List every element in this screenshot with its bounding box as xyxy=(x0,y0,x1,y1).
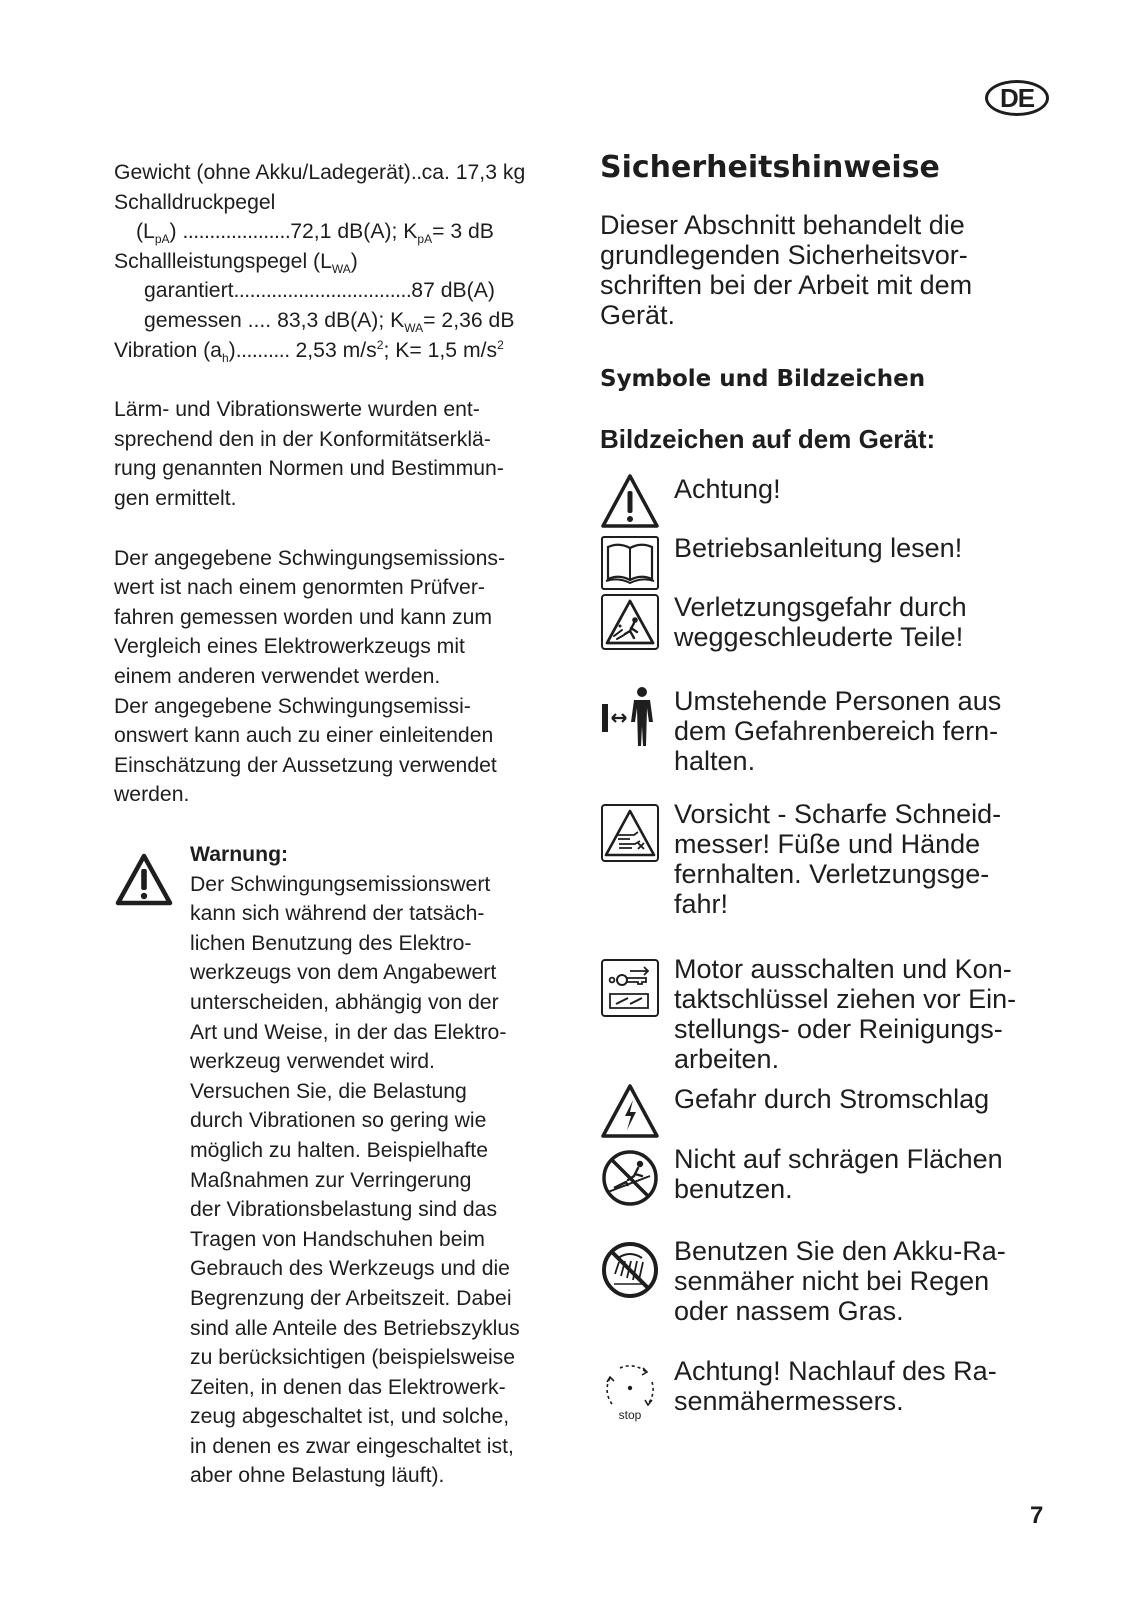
weight-row xyxy=(114,158,570,188)
warning-line: durch Vibrationen so gering wie xyxy=(190,1109,487,1133)
kpa-subscript: pA xyxy=(417,232,433,247)
text-line: Der angegebene Schwingungsemissi- xyxy=(114,694,471,718)
warning-line: zu berücksichtigen (beispielsweise xyxy=(190,1346,516,1370)
noise-paragraph xyxy=(114,395,570,513)
symbol-text xyxy=(674,686,1074,776)
text-line: dem Gefahrenbereich fern- xyxy=(674,716,999,746)
keep-distance-person-icon xyxy=(600,682,660,748)
text-line: Gefahr durch Stromschlag xyxy=(674,1084,990,1114)
lpa-symbol: (L xyxy=(136,220,155,244)
kpa-value: = 3 dB xyxy=(432,220,494,244)
text-line: stellungs- oder Reinigungs- xyxy=(674,1014,1003,1044)
warning-line: Begrenzung der Arbeitszeit. Dabei xyxy=(190,1286,512,1310)
lwa-subscript: WA xyxy=(331,261,351,276)
text-line: taktschlüssel ziehen vor Ein- xyxy=(674,984,1017,1014)
lpa-close: ) xyxy=(169,220,177,244)
lpa-dots: .................... xyxy=(182,220,291,244)
technical-data-column xyxy=(114,158,570,810)
warning-line: aber ohne Belastung läuft). xyxy=(190,1464,445,1488)
symbol-text xyxy=(674,954,1074,1074)
no-slope-icon xyxy=(600,1148,660,1208)
warning-line: unterscheiden, abhängig von der xyxy=(190,990,499,1014)
warning-text xyxy=(190,840,574,1491)
text-line: werden. xyxy=(114,783,190,807)
warning-title: Warnung: xyxy=(190,843,289,866)
text-line: fahren gemessen worden und kann zum xyxy=(114,605,493,629)
device-symbols-heading: Bildzeichen auf dem Gerät: xyxy=(600,424,936,454)
text-line: benutzen. xyxy=(674,1174,793,1204)
warning-line: in denen es zwar eingeschaltet ist, xyxy=(190,1434,514,1458)
warning-line: kann sich während der tatsäch- xyxy=(190,902,485,926)
text-line: rung genannten Normen und Bestimmun- xyxy=(114,457,504,481)
guaranteed-dots: ................................. xyxy=(233,279,412,303)
text-line: Benutzen Sie den Akku-Ra- xyxy=(674,1236,1006,1266)
vibration-value: 2,53 m/s xyxy=(295,338,377,362)
text-line: arbeiten. xyxy=(674,1044,780,1074)
text-line: Vergleich eines Elektrowerkzeugs mit xyxy=(114,635,465,659)
exposure-paragraph xyxy=(114,692,570,810)
measured-value: 83,3 dB(A); K xyxy=(277,308,405,332)
text-line: halten. xyxy=(674,746,756,776)
text-line: Achtung! xyxy=(674,474,781,504)
electric-shock-icon xyxy=(600,1080,660,1140)
vibration-close: ) xyxy=(228,338,236,362)
vibration-k: ; K= 1,5 m/s xyxy=(383,338,498,362)
sound-pressure-label: Schalldruckpegel xyxy=(114,190,276,214)
no-rain-icon xyxy=(600,1240,660,1300)
warning-line: lichen Benutzung des Elektro- xyxy=(190,931,472,955)
weight-label: Gewicht (ohne Akku/Ladegerät) xyxy=(114,161,411,184)
text-line: Umstehende Personen aus xyxy=(674,686,1002,716)
warning-line: zeug abgeschaltet ist, und solche, xyxy=(190,1405,510,1429)
warning-triangle-icon xyxy=(114,852,174,908)
warning-triangle-icon xyxy=(600,470,660,530)
text-line: oder nassem Gras. xyxy=(674,1296,904,1326)
symbol-text xyxy=(674,533,1074,563)
vibration-row xyxy=(114,336,570,366)
warning-line: Art und Weise, in der das Elektro- xyxy=(190,1020,507,1044)
flying-debris-icon xyxy=(600,592,660,652)
guaranteed-label: garantiert xyxy=(144,279,234,303)
warning-line: werkzeugs von dem Angabewert xyxy=(190,961,497,985)
text-line: messer! Füße und Hände xyxy=(674,829,981,859)
ah-subscript: h xyxy=(221,350,229,365)
blade-rundown-icon xyxy=(600,1362,660,1422)
text-line: Gerät. xyxy=(600,300,676,330)
text-line: Vorsicht - Scharfe Schneid- xyxy=(674,799,1002,829)
text-line: Lärm- und Vibrationswerte wurden ent- xyxy=(114,398,480,422)
lpa-subscript: pA xyxy=(154,232,170,247)
vibration-paragraph xyxy=(114,544,570,692)
text-line: Betriebsanleitung lesen! xyxy=(674,533,963,563)
symbols-heading: Symbole und Bildzeichen xyxy=(600,366,926,392)
measured-label: gemessen .... xyxy=(144,308,272,332)
symbol-text xyxy=(674,1144,1074,1204)
text-line: wert ist nach einem genormten Prüfver- xyxy=(114,576,485,600)
text-line: senmäher nicht bei Regen xyxy=(674,1266,990,1296)
symbol-text xyxy=(674,474,1074,504)
vibration-sup-1: 2 xyxy=(376,337,384,352)
text-line: onswert kann auch zu einer einleitenden xyxy=(114,724,494,748)
warning-line: Tragen von Handschuhen beim xyxy=(190,1227,485,1251)
language-badge: DE xyxy=(985,80,1049,116)
warning-line: Zeiten, in denen das Elektrowerk- xyxy=(190,1375,506,1399)
text-line: sprechend den in der Konformitätserklä- xyxy=(114,427,491,451)
warning-line: möglich zu halten. Beispielhafte xyxy=(190,1138,488,1162)
warning-line: sind alle Anteile des Betriebszyklus xyxy=(190,1316,520,1340)
lpa-row xyxy=(114,217,570,247)
symbol-text xyxy=(674,1084,1074,1114)
text-line: gen ermittelt. xyxy=(114,486,237,510)
guaranteed-value: 87 dB(A) xyxy=(411,279,495,303)
warning-line: der Vibrationsbelastung sind das xyxy=(190,1198,498,1222)
text-line: Verletzungsgefahr durch xyxy=(674,592,967,622)
symbol-text xyxy=(674,592,1074,652)
safety-intro xyxy=(600,210,1060,330)
text-line: schriften bei der Arbeit mit dem xyxy=(600,270,973,300)
lwa-close: ) xyxy=(350,249,358,273)
kwa-value: = 2,36 dB xyxy=(423,308,515,332)
open-book-icon xyxy=(600,533,660,593)
warning-line: Versuchen Sie, die Belastung xyxy=(190,1079,467,1103)
text-line: fernhalten. Verletzungsge- xyxy=(674,859,990,889)
warning-line: Gebrauch des Werkzeugs und die xyxy=(190,1257,510,1281)
lpa-value: 72,1 dB(A); K xyxy=(290,220,418,244)
page-number: 7 xyxy=(1030,1502,1044,1529)
kwa-subscript: WA xyxy=(404,320,424,335)
text-line: Motor ausschalten und Kon- xyxy=(674,954,1012,984)
text-line: senmähermessers. xyxy=(674,1386,904,1416)
weight-value: ca. 17,3 kg xyxy=(421,161,526,184)
remove-key-icon xyxy=(600,958,660,1018)
text-line: Nicht auf schrägen Flächen xyxy=(674,1144,1003,1174)
text-line: fahr! xyxy=(674,889,729,919)
sound-power-row xyxy=(114,247,570,277)
vibration-label: Vibration (a xyxy=(114,338,222,362)
weight-dots: .. xyxy=(410,161,422,184)
text-line: Der angegebene Schwingungsemissions- xyxy=(114,546,506,570)
sharp-blades-icon xyxy=(600,803,660,863)
warning-line: Der Schwingungsemissionswert xyxy=(190,872,491,896)
text-line: Achtung! Nachlauf des Ra- xyxy=(674,1356,997,1386)
warning-line: werkzeug verwendet wird. xyxy=(190,1050,435,1074)
safety-column xyxy=(600,150,1060,330)
vibration-dots: .......... xyxy=(235,338,290,362)
vibration-sup-2: 2 xyxy=(497,337,504,352)
symbol-text xyxy=(674,1236,1074,1326)
text-line: grundlegenden Sicherheitsvor- xyxy=(600,240,968,270)
warning-line: Maßnahmen zur Verringerung xyxy=(190,1168,472,1192)
symbol-text xyxy=(674,799,1074,919)
text-line: weggeschleuderte Teile! xyxy=(674,622,964,652)
text-line: Einschätzung der Aussetzung verwendet xyxy=(114,753,497,777)
guaranteed-row xyxy=(114,276,570,306)
symbol-text xyxy=(674,1356,1074,1416)
measured-row xyxy=(114,306,570,336)
text-line: Dieser Abschnitt behandelt die xyxy=(600,210,965,240)
text-line: einem anderen verwendet werden. xyxy=(114,664,441,688)
safety-title: Sicherheitshinweise xyxy=(600,150,940,185)
stop-label: stop xyxy=(618,1408,642,1422)
sound-power-label: Schallleistungspegel (L xyxy=(114,249,332,273)
